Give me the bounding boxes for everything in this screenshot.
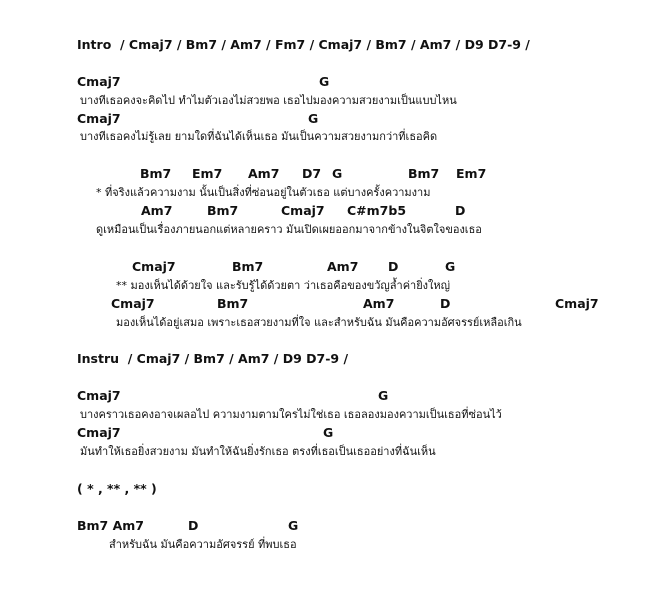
chord: D xyxy=(455,203,466,218)
verse2-chord-line-1 xyxy=(0,387,661,405)
chord: Am7 xyxy=(327,259,359,274)
chorus-lyric-line-1 xyxy=(0,277,661,295)
chord: D xyxy=(188,518,199,533)
chord: Bm7 xyxy=(207,203,239,218)
verse2-chord-line-2 xyxy=(0,424,661,442)
prechorus-lyric-line-2 xyxy=(0,221,661,239)
chord: G xyxy=(445,259,456,274)
chord: Bm7 xyxy=(408,166,440,181)
repeat-line xyxy=(0,480,661,498)
verse2-lyric-line-1 xyxy=(0,406,661,424)
chord: Cmaj7 xyxy=(77,111,121,126)
chord: Bm7 xyxy=(140,166,172,181)
chord: G xyxy=(319,74,330,89)
chord: G xyxy=(288,518,299,533)
lyric-text: ** มองเห็นได้ด้วยใจ และรับรู้ได้ด้วยตา ว่าเธอคือของขวัญล้ำค่ายิ่งใหญ่ xyxy=(116,279,451,292)
chord: Cmaj7 xyxy=(281,203,325,218)
prechorus-lyric-line-1 xyxy=(0,184,661,202)
verse1-chord-line-2 xyxy=(0,110,661,128)
lyric-text: บางทีเธอคงไม่รู้เลย ยามใดที่ฉันได้เห็นเธอ มันเป็นความสวยงามกว่าที่เธอคิด xyxy=(80,130,438,143)
chord: Cmaj7 xyxy=(132,259,176,274)
instru-line xyxy=(0,350,661,368)
chord: Am7 xyxy=(248,166,280,181)
verse2-lyric-line-2 xyxy=(0,443,661,461)
lyric-text: สำหรับฉัน มันคือความอัศจรรย์ ที่พบเธอ xyxy=(109,538,297,551)
chord: G xyxy=(332,166,343,181)
chord: Cmaj7 xyxy=(111,296,155,311)
chorus-chord-line-2 xyxy=(0,295,661,313)
lyric-text: * ที่จริงแล้วความงาม นั้นเป็นสิ่งที่ซ่อนอยู่ในตัวเธอ แต่บางครั้งความงาม xyxy=(96,186,431,199)
verse1-lyric-line-2 xyxy=(0,128,661,146)
prechorus-chord-line-2 xyxy=(0,202,661,220)
prechorus-chord-line-1 xyxy=(0,165,661,183)
lyric-text: มองเห็นได้อยู่เสมอ เพราะเธอสวยงามที่ใจ และสำหรับฉัน มันคือความอัศจรรย์เหลือเกิน xyxy=(116,316,522,329)
chord: G xyxy=(308,111,319,126)
outro-lyric-line xyxy=(0,536,661,554)
chord: Em7 xyxy=(192,166,223,181)
chord: G xyxy=(378,388,389,403)
intro-line xyxy=(0,36,661,54)
chord: Bm7 Am7 xyxy=(77,518,144,533)
chord: G xyxy=(323,425,334,440)
chord: Bm7 xyxy=(217,296,249,311)
chord: D7 xyxy=(302,166,322,181)
chord: Cmaj7 xyxy=(77,425,121,440)
lyric-text: มันทำให้เธอยิ่งสวยงาม มันทำให้ฉันยิ่งรักเธอ ตรงที่เธอเป็นเธออย่างที่ฉันเห็น xyxy=(80,445,436,458)
verse1-chord-line-1 xyxy=(0,73,661,91)
repeat-marker: ( * , ** , ** ) xyxy=(77,481,157,496)
lyric-text: บางทีเธอคงจะคิดไป ทำไมตัวเองไม่สวยพอ เธอไปมองความสวยงามเป็นแบบไหน xyxy=(80,94,457,107)
outro-chord-line xyxy=(0,517,661,535)
chorus-chord-line-1 xyxy=(0,258,661,276)
lyric-text: บางคราวเธอคงอาจเผลอไป ความงามตามใครไม่ใช่เธอ เธอลองมองความเป็นเธอที่ซ่อนไว้ xyxy=(80,408,502,421)
chord: Am7 xyxy=(141,203,173,218)
verse1-lyric-line-1 xyxy=(0,92,661,110)
chorus-lyric-line-2 xyxy=(0,314,661,332)
chord: D xyxy=(388,259,399,274)
chord: Am7 xyxy=(363,296,395,311)
chord: Bm7 xyxy=(232,259,264,274)
chord: C#m7b5 xyxy=(347,203,407,218)
chord: Cmaj7 xyxy=(555,296,599,311)
intro-progression: Intro / Cmaj7 / Bm7 / Am7 / Fm7 / Cmaj7 / Bm7 / Am7 / D9 D7-9 / xyxy=(77,37,530,52)
lyric-text: ดูเหมือนเป็นเรื่องภายนอกแต่หลายคราว มันเปิดเผยออกมาจากข้างในจิตใจของเธอ xyxy=(96,223,482,236)
chord: Em7 xyxy=(456,166,487,181)
chord: Cmaj7 xyxy=(77,74,121,89)
instru-progression: Instru / Cmaj7 / Bm7 / Am7 / D9 D7-9 / xyxy=(77,351,349,366)
chord: Cmaj7 xyxy=(77,388,121,403)
chord: D xyxy=(440,296,451,311)
